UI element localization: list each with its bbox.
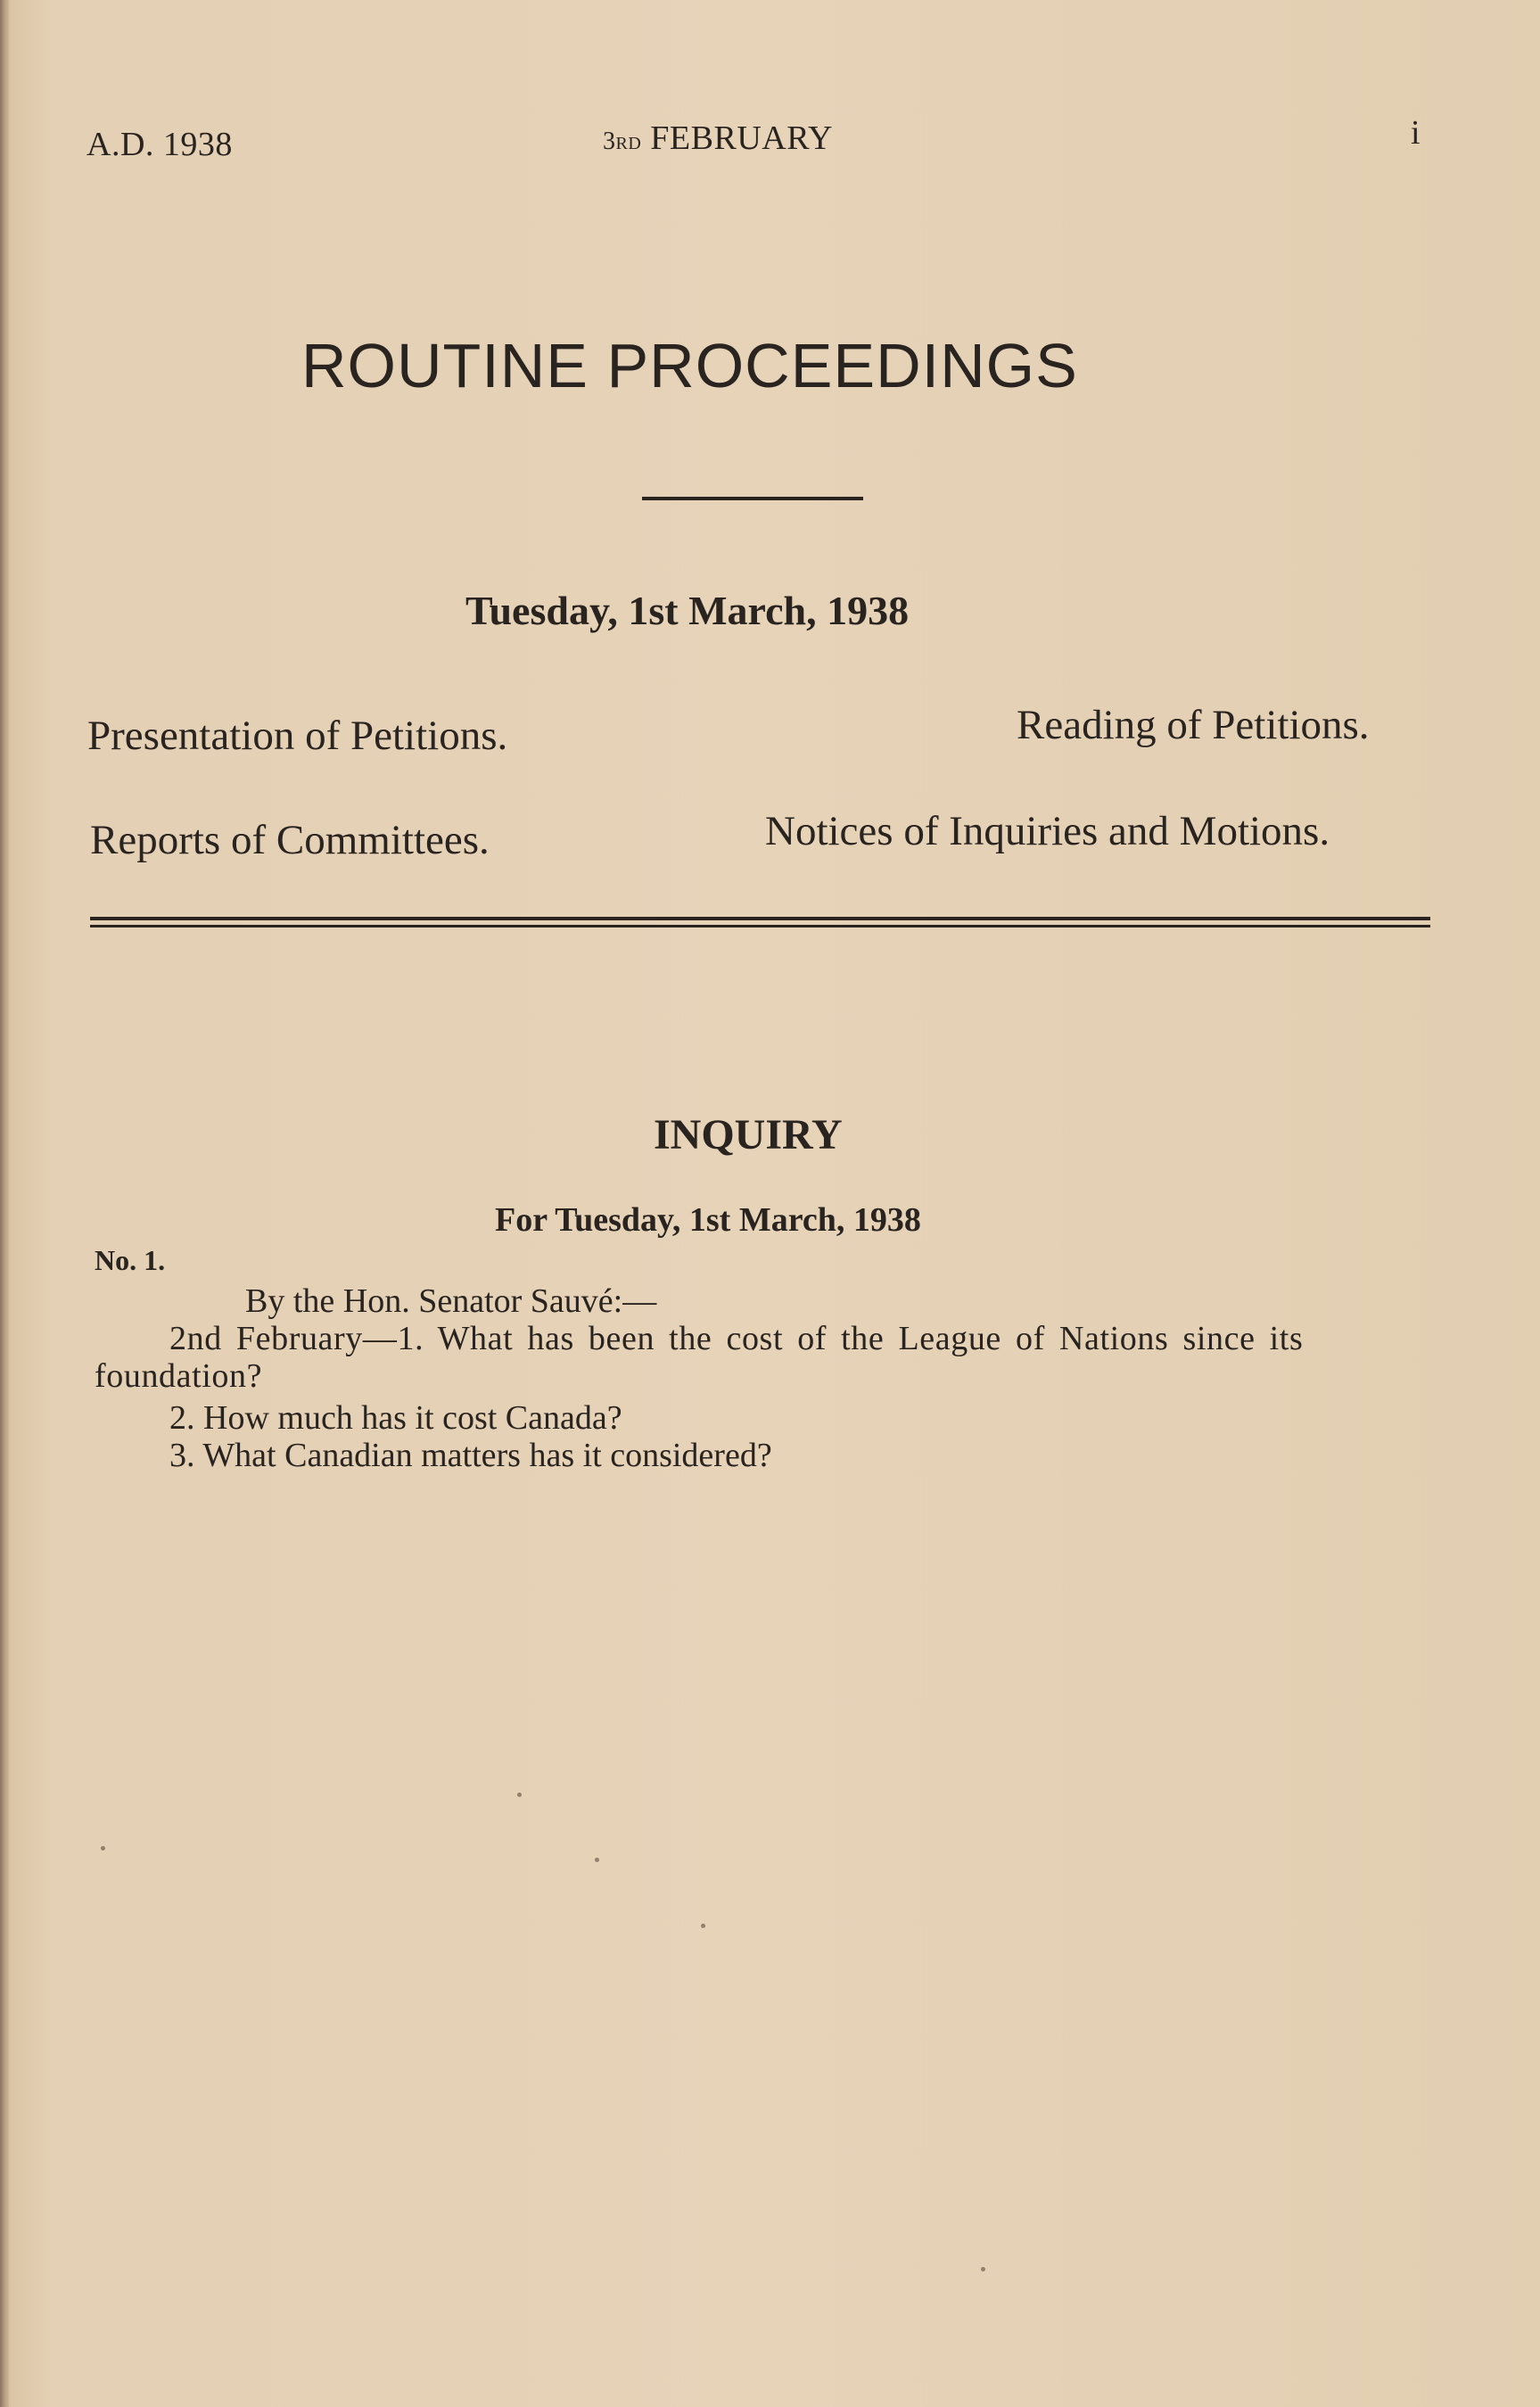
inquiry-for-date: For Tuesday, 1st March, 1938 xyxy=(495,1201,921,1239)
routine-item-notices-of-inquiries: Notices of Inquiries and Motions. xyxy=(765,808,1330,854)
routine-item-presentation-of-petitions: Presentation of Petitions. xyxy=(87,713,508,759)
header-date-space xyxy=(641,120,650,157)
header-date xyxy=(603,119,833,158)
page-title: ROUTINE PROCEEDINGS xyxy=(301,331,1078,400)
paper-speck xyxy=(981,2267,985,2271)
title-divider xyxy=(642,497,863,500)
header-date-day: 3rd xyxy=(603,128,642,155)
inquiry-mover: By the Hon. Senator Sauvé:— xyxy=(245,1282,657,1320)
inquiry-question-2: 2. How much has it cost Canada? xyxy=(169,1399,622,1437)
paper-speck xyxy=(701,1924,705,1928)
sitting-date: Tuesday, 1st March, 1938 xyxy=(465,588,910,633)
inquiry-heading: INQUIRY xyxy=(654,1111,843,1158)
header-date-month: FEBRUARY xyxy=(650,120,833,157)
book-spine-edge xyxy=(0,0,9,2407)
section-double-rule xyxy=(90,917,1430,927)
paper-speck xyxy=(517,1793,522,1797)
paper-speck xyxy=(595,1858,599,1862)
inquiry-number: No. 1. xyxy=(95,1244,166,1276)
routine-item-reading-of-petitions: Reading of Petitions. xyxy=(1017,702,1370,748)
inquiry-question-1 xyxy=(95,1320,1432,1395)
inquiry-question-3: 3. What Canadian matters has it considered? xyxy=(169,1437,772,1474)
inquiry-question-1-text: 2nd February—1. What has been the cost of the League of Nations since its foundation? xyxy=(95,1320,1304,1395)
routine-item-reports-of-committees: Reports of Committees. xyxy=(90,817,490,863)
header-page-number: i xyxy=(1411,114,1421,152)
header-year: A.D. 1938 xyxy=(86,126,233,163)
paper-speck xyxy=(101,1846,105,1851)
